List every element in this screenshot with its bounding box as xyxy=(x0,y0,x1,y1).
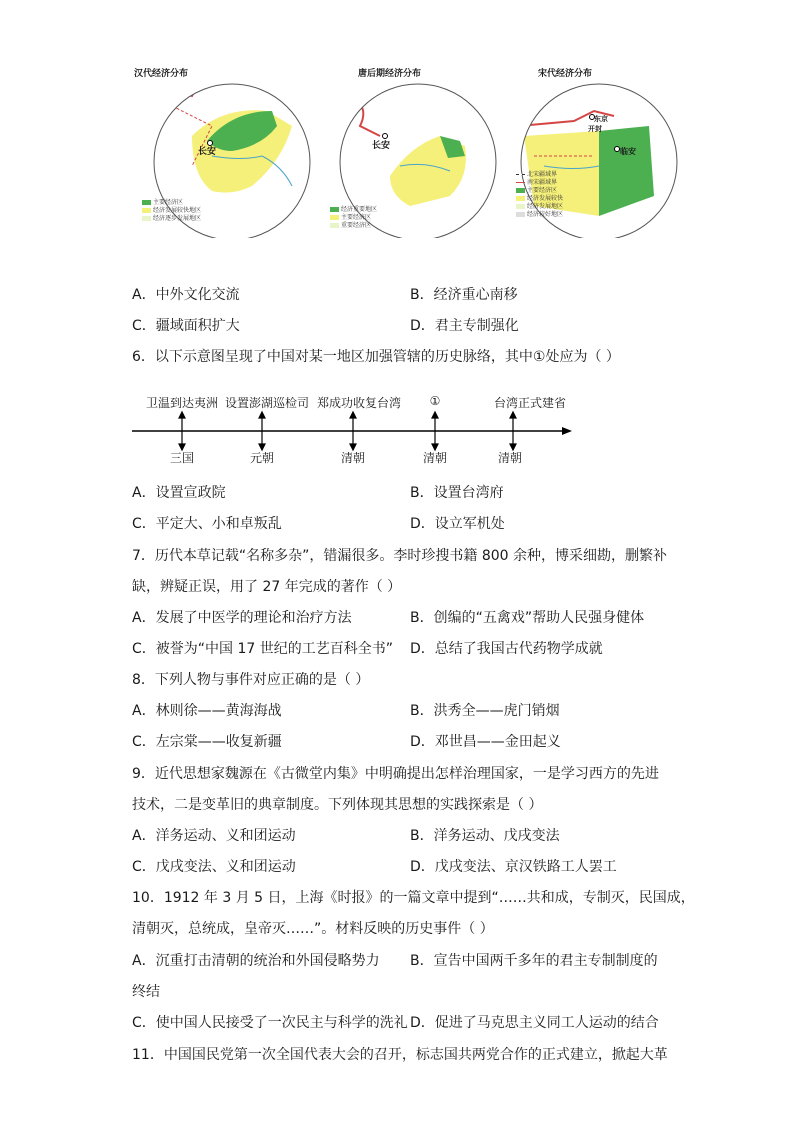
han-map-legend: 主要经济区 经济发展较快地区 经济逐步发展地区 xyxy=(142,199,201,223)
q6-option-c[interactable]: C．平定大、小和卓叛乱 xyxy=(132,516,282,532)
q8-stem: 8．下列人物与事件对应正确的是（ ） xyxy=(132,672,370,688)
q6-option-d[interactable]: D．设立军机处 xyxy=(410,516,505,532)
map-title: 宋代经济分布 xyxy=(538,69,593,79)
timeline-event-label: ① xyxy=(429,394,441,408)
timeline-period-label: 清朝 xyxy=(422,451,448,465)
q6-option-b[interactable]: B．设置台湾府 xyxy=(410,485,504,501)
q11-stem-line1: 11．中国国民党第一次全国代表大会的召开，标志国共两党合作的正式建立，掀起大革 xyxy=(132,1047,668,1063)
q7-stem-line2: 缺，辨疑正误，用了 27 年完成的著作（ ） xyxy=(132,579,402,595)
q10-option-b[interactable]: B．宣告中国两千多年的君主专制制度的 xyxy=(410,953,658,969)
timeline-period-label: 元朝 xyxy=(249,451,275,465)
city-label: 临安 xyxy=(620,147,636,156)
q7-option-b[interactable]: B．创编的“五禽戏”帮助人民强身健体 xyxy=(410,610,645,626)
q6-option-a[interactable]: A．设置宣政院 xyxy=(132,485,226,501)
timeline-event-label: 设置澎湖巡检司 xyxy=(224,396,310,410)
q8-option-d[interactable]: D．邓世昌——金田起义 xyxy=(410,734,561,750)
q7-option-d[interactable]: D．总结了我国古代药物学成就 xyxy=(410,641,603,657)
timeline-event-label: 台湾正式建省 xyxy=(493,396,567,410)
q9-option-c[interactable]: C．戊戌变法、义和团运动 xyxy=(132,859,296,875)
q9-option-d[interactable]: D．戊戌变法、京汉铁路工人罢工 xyxy=(410,859,617,875)
city-label: 长安 xyxy=(198,147,217,157)
map-title: 汉代经济分布 xyxy=(134,69,189,79)
q9-option-a[interactable]: A．洋务运动、义和团运动 xyxy=(132,828,296,844)
timeline-axis xyxy=(130,410,575,454)
q7-option-a[interactable]: A．发展了中医学的理论和治疗方法 xyxy=(132,610,352,626)
q5-option-d[interactable]: D．君主专制强化 xyxy=(410,318,519,334)
timeline-event-label: 卫温到达夷洲 xyxy=(145,396,219,410)
q8-option-c[interactable]: C．左宗棠——收复新疆 xyxy=(132,734,282,750)
timeline-period-label: 三国 xyxy=(169,451,195,465)
q10-stem-line1: 10．1912 年 3 月 5 日，上海《时报》的一篇文章中提到“……共和成，专制灭，民国成， xyxy=(132,890,695,906)
city-label: 长安 xyxy=(372,141,391,151)
q10-option-b-continued: 终结 xyxy=(132,984,160,1000)
han-economic-map xyxy=(132,66,316,238)
q5-option-c[interactable]: C．疆域面积扩大 xyxy=(132,318,240,334)
q9-option-b[interactable]: B．洋务运动、戊戌变法 xyxy=(410,828,560,844)
q5-option-a[interactable]: A．中外文化交流 xyxy=(132,287,240,303)
q7-option-c[interactable]: C．被誉为“中国 17 世纪的工艺百科全书” xyxy=(132,641,393,657)
tang-map-legend: 经济重要地区 主要经济区 重要经济区 xyxy=(330,206,377,230)
q10-stem-line2: 清朝灭，总统成，皇帝灭……”。材料反映的历史事件（ ） xyxy=(132,921,494,937)
map-title: 唐后期经济分布 xyxy=(358,69,422,79)
q9-stem-line1: 9．近代思想家魏源在《古微堂内集》中明确提出怎样治理国家，一是学习西方的先进 xyxy=(132,766,659,782)
timeline-event-label: 郑成功收复台湾 xyxy=(316,396,402,410)
q7-stem-line1: 7．历代本草记载“名称多杂”，错漏很多。李时珍搜书籍 800 余种，博采细勘，删繁补 xyxy=(132,548,668,564)
city-label: 东京 xyxy=(594,115,608,123)
q9-stem-line2: 技术，二是变革旧的典章制度。下列体现其思想的实践探索是（ ） xyxy=(132,797,543,813)
city-label: 开封 xyxy=(588,125,602,133)
song-map-legend: 北宋疆域界 南宋疆域界 主要经济区 经济发展较快 经济发展地区 经济较好地区 xyxy=(516,171,563,219)
q10-option-a[interactable]: A．沉重打击清朝的统治和外国侵略势力 xyxy=(132,953,380,969)
timeline-period-label: 清朝 xyxy=(340,451,366,465)
song-economic-map xyxy=(514,66,684,238)
q8-option-b[interactable]: B．洪秀全——虎门销烟 xyxy=(410,703,560,719)
q5-option-b[interactable]: B．经济重心南移 xyxy=(410,287,518,303)
timeline-period-label: 清朝 xyxy=(497,451,523,465)
q10-option-c[interactable]: C．使中国人民接受了一次民主与科学的洗礼 xyxy=(132,1015,408,1031)
q8-option-a[interactable]: A．林则徐——黄海海战 xyxy=(132,703,282,719)
q6-stem: 6．以下示意图呈现了中国对某一地区加强管辖的历史脉络，其中①处应为（ ） xyxy=(132,349,620,365)
tang-economic-map xyxy=(330,66,500,238)
q10-option-d[interactable]: D．促进了马克思主义同工人运动的结合 xyxy=(410,1015,659,1031)
